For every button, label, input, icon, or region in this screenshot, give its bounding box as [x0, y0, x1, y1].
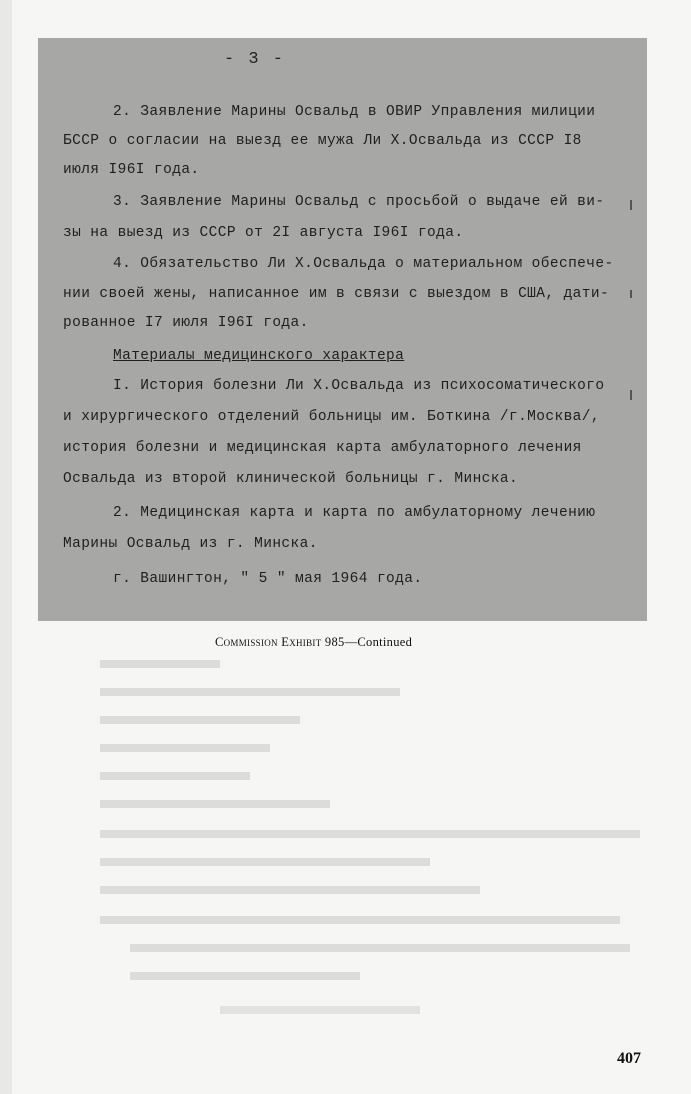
- bleed-line: [130, 944, 630, 952]
- doc-line: и хирургического отделений больницы им. Боткина /г.Москва/,: [63, 409, 600, 425]
- bleed-line: [130, 972, 360, 980]
- doc-line: рованное I7 июля I96I года.: [63, 315, 309, 331]
- doc-line: 4. Обязательство Ли Х.Освальда о материальном обеспече-: [113, 256, 614, 272]
- bleed-line: [100, 688, 400, 696]
- closing-line: г. Вашингтон, " 5 " мая 1964 года.: [113, 571, 423, 587]
- bleed-line: [100, 800, 330, 808]
- bleed-line: [100, 830, 640, 838]
- doc-line: нии своей жены, написанное им в связи с выездом в США, дати-: [63, 286, 610, 302]
- doc-line: зы на выезд из СССР от 2I августа I96I года.: [63, 225, 464, 241]
- margin-mark: [630, 200, 632, 210]
- doc-line: история болезни и медицинская карта амбулаторного лечения: [63, 440, 582, 456]
- page-number: 407: [617, 1050, 641, 1067]
- doc-line: БССР о согласии на выезд ее мужа Ли Х.Освальда из СССР I8: [63, 133, 582, 149]
- bleed-line: [100, 916, 620, 924]
- doc-line: Освальда из второй клинической больницы г. Минска.: [63, 471, 519, 487]
- doc-line: I. История болезни Ли Х.Освальда из психосоматического: [113, 378, 605, 394]
- doc-line: 2. Медицинская карта и карта по амбулаторному лечению: [113, 505, 596, 521]
- section-heading: Материалы медицинского характера: [113, 348, 405, 364]
- bleed-line: [100, 772, 250, 780]
- bleed-line: [100, 716, 300, 724]
- doc-line: июля I96I года.: [63, 162, 200, 178]
- doc-line: 2. Заявление Марины Освальд в ОВИР Управления милиции: [113, 104, 596, 120]
- bleed-line: [220, 1006, 420, 1014]
- document-page-marker: - 3 -: [224, 50, 286, 69]
- doc-line: 3. Заявление Марины Освальд с просьбой о выдаче ей ви-: [113, 194, 605, 210]
- caption-suffix: —Continued: [344, 635, 413, 649]
- caption-title: Commission Exhibit 985: [215, 635, 345, 649]
- doc-line: Марины Освальд из г. Минска.: [63, 536, 318, 552]
- bleed-line: [100, 660, 220, 668]
- bleed-line: [100, 858, 430, 866]
- bleed-through-area: [40, 640, 650, 1060]
- bleed-line: [100, 886, 480, 894]
- margin-mark: [630, 290, 632, 298]
- page-edge: [0, 0, 12, 1094]
- margin-mark: [630, 390, 632, 400]
- bleed-line: [100, 744, 270, 752]
